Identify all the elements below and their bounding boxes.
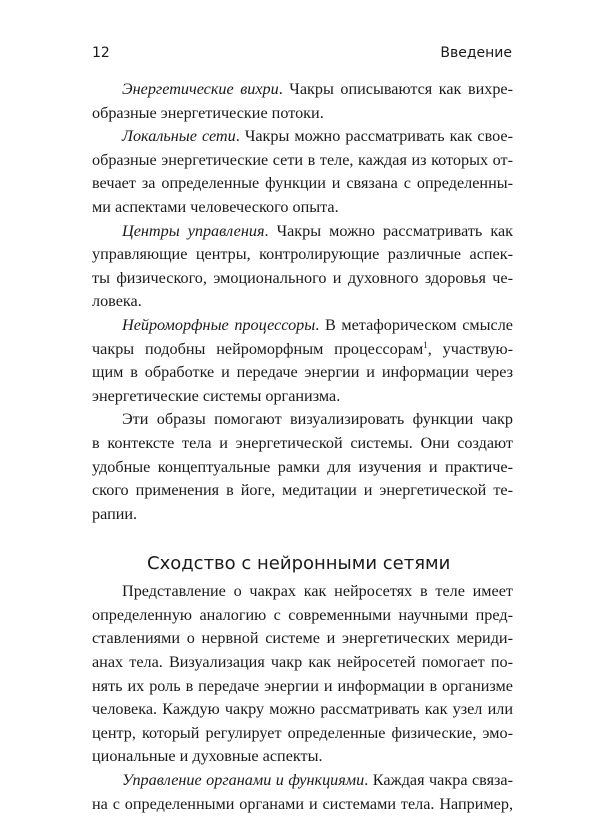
text-line: управляющие центры, контролирующие различные аспек-: [92, 245, 513, 264]
text-line: рапии.: [92, 504, 138, 523]
text-line: образные энергетические сети в теле, каждая из которых от-: [92, 150, 513, 169]
text-line: анах тела. Визуализация чакр как нейросетей помогает по-: [92, 653, 513, 672]
text-line: Нейроморфные процессоры. В метафорическом смысле: [122, 315, 513, 334]
paragraph-neuromorphic-processors: [92, 314, 513, 408]
text-line: человека. Каждую чакру можно рассматривать как узел или: [92, 700, 513, 719]
term-neuromorphic-processors: Нейроморфные процессоры: [122, 315, 316, 334]
text-line: щим в обработке и передаче энергии и информации через: [92, 363, 513, 382]
paragraph-neural-analogy: [92, 580, 513, 769]
text-line: ского применения в йоге, медитации и энергетической те-: [92, 481, 513, 500]
section-heading: Сходство с нейронными сетями: [147, 553, 451, 575]
paragraph-organ-control: [92, 769, 513, 816]
footnote-marker: 1: [423, 339, 428, 350]
term-organ-control: Управление органами и функциями: [122, 771, 365, 790]
text-line: Энергетические вихри. Чакры описываются как вихре-: [122, 80, 514, 98]
text-line: ловека.: [92, 292, 142, 311]
term-local-networks: Локальные сети: [122, 127, 236, 146]
text-line: в контексте тела и энергетической системы. Они создают: [92, 433, 513, 452]
running-head: Введение: [440, 45, 512, 61]
text-line: ты физического, эмоционального и духовного здоровья че-: [92, 268, 513, 287]
text-line: нять их роль в передаче энергии и информации в организме: [92, 676, 513, 695]
paragraph-local-networks: [92, 125, 513, 219]
page-header: [92, 45, 512, 65]
term-control-centers: Центры управления: [122, 221, 265, 240]
text-line: ставлениями о нервной системе и энергетических мериди-: [92, 629, 513, 648]
page-body: [92, 78, 513, 816]
text-line: образные энергетические потоки.: [92, 103, 324, 122]
term-energy-vortices: Энергетические вихри: [122, 80, 279, 98]
text-line: на с определенными органами и системами тела. Например,: [92, 794, 513, 813]
text-line: вечает за определенные функции и связана с определенны-: [92, 174, 513, 193]
text-line: чакры подобны нейроморфным процессорам$^1$, участвую-: [92, 339, 513, 358]
text-line: удобные концептуальные рамки для изучения и практиче-: [92, 457, 513, 476]
paragraph-images-summary: [92, 408, 513, 526]
page-number: 12: [92, 45, 110, 61]
text-line: циональные и духовные аспекты.: [92, 747, 323, 766]
text-line: энергетические системы организма.: [92, 386, 341, 405]
paragraph-control-centers: [92, 220, 513, 314]
text-line: ми аспектами человеческого опыта.: [92, 197, 339, 216]
text-line: Управление органами и функциями. Каждая чакра связа-: [122, 771, 513, 790]
text-line: Локальные сети. Чакры можно рассматривать как свое-: [122, 127, 513, 146]
text-line: Представление о чакрах как нейросетях в теле имеет: [122, 582, 513, 601]
text-line: центр, который регулирует определенные физические, эмо-: [92, 723, 513, 742]
text-line: Эти образы помогают визуализировать функции чакр: [122, 410, 513, 429]
paragraph-energy-vortices: [92, 78, 513, 125]
text-line: определенную аналогию с современными научными пред-: [92, 605, 513, 624]
text-line: Центры управления. Чакры можно рассматривать как: [122, 221, 513, 240]
